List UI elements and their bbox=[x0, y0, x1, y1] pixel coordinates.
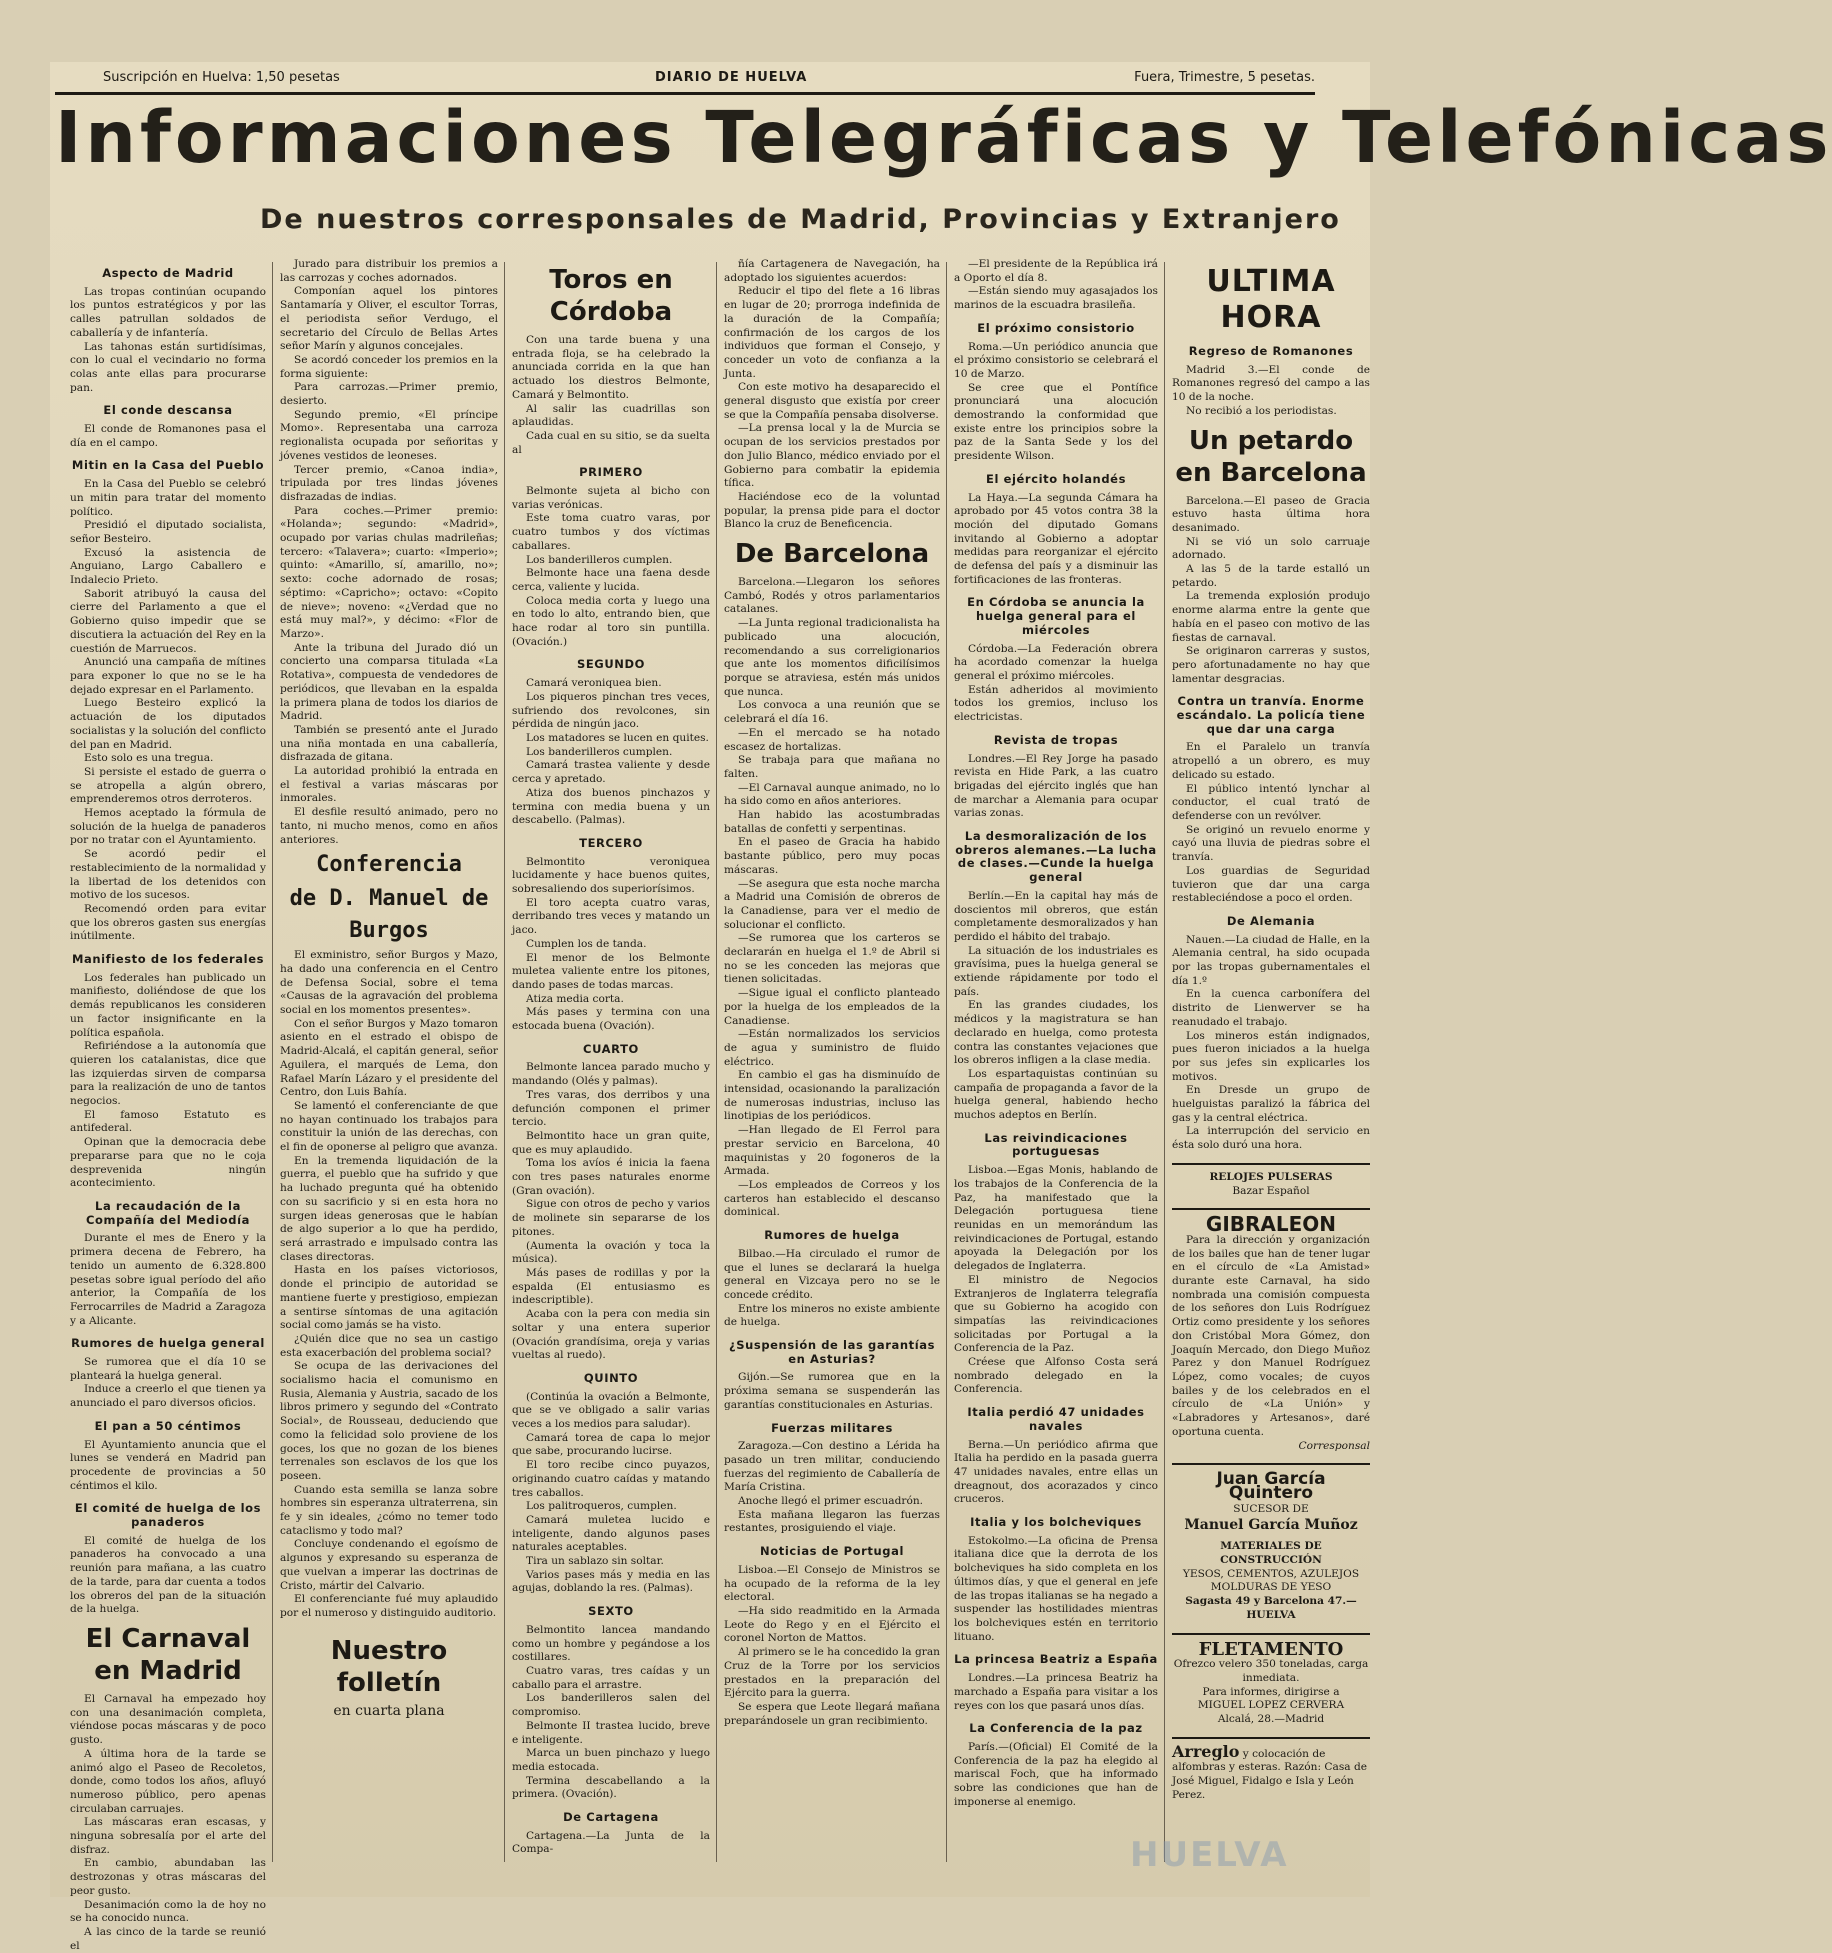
paragraph: Los espartaquistas continúan su campaña de propaganda a favor de la huelga general, habiendo hecho muchos adeptos en Berlín. bbox=[954, 1067, 1158, 1122]
paragraph: Cumplen los de tanda. bbox=[526, 937, 647, 950]
paragraph: Anunció una campaña de mítines para exponer lo que no se le ha dejado expresar en el Parlamento. bbox=[70, 656, 266, 696]
section-heading: El ejército holandés bbox=[985, 471, 1127, 486]
section-heading: El próximo consistorio bbox=[977, 320, 1135, 335]
paragraph: Belmonte II trastea lucido, breve e inteligente. bbox=[512, 1719, 710, 1746]
paragraph: Entre los mineros no existe ambiente de huelga. bbox=[724, 1302, 940, 1329]
section-heading: SEXTO bbox=[588, 1604, 634, 1619]
paragraph: Se originaron carreras y sustos, pero afortunadamente no hay que lamentar desgracias. bbox=[1172, 645, 1370, 685]
paragraph: En la Casa del Pueblo se celebró un mitin para tratar del momento político. bbox=[70, 478, 266, 518]
ad-arreglo-title: Arreglo bbox=[1172, 1741, 1240, 1761]
section-heading: Regreso de Romanones bbox=[1188, 344, 1354, 358]
paragraph: Más pases y termina con una estocada buena (Ovación). bbox=[512, 1006, 710, 1033]
paragraph: Las tropas continúan ocupando los puntos estratégicos y por las calles patrullan soldados de caballería y de infantería. bbox=[70, 285, 266, 339]
paragraph: Marca un buen pinchazo y luego media estocada. bbox=[512, 1747, 710, 1773]
paragraph: Se cree que el Pontífice pronunciará una alocución demostrando la conformidad que existe entre los principios sobre la paz de la Santa Sede y los del presidente Wilson. bbox=[954, 381, 1158, 463]
paragraph: Más pases de rodillas y por la espalda (El entusiasmo es indescriptible). bbox=[512, 1267, 710, 1307]
section-heading: Italia y los bolcheviques bbox=[970, 1515, 1142, 1530]
paragraph: El comité de huelga de los panaderos ha convocado a una reunión para mañana, a las cuatro de la tarde, para dar cuenta a todos los obreros del pan de la situación de la huelga. bbox=[70, 1534, 266, 1616]
section-heading: Mitin en la Casa del Pueblo bbox=[71, 458, 265, 473]
ultima-hora-title: ULTIMA HORA bbox=[1206, 264, 1336, 335]
paragraph: Saborit atribuyó la causa del cierre del Parlamento a que el Gobierno quiso impedir que se discutiera la actuación del Rey en la cuestión de Marruecos. bbox=[70, 587, 266, 655]
column-rule bbox=[946, 262, 947, 1862]
paragraph: Las máscaras eran escasas, y ninguna sobresalía por el arte del disfraz. bbox=[70, 1816, 266, 1856]
ad-list: YESOS, CEMENTOS, AZULEJOS bbox=[1182, 1567, 1360, 1580]
header-paper-name: DIARIO DE HUELVA bbox=[655, 70, 808, 85]
paragraph: Belmonte hace una faena desde cerca, valiente y lucida. bbox=[512, 567, 710, 593]
article-title: El Carnaval en Madrid bbox=[85, 1623, 251, 1686]
section-heading: PRIMERO bbox=[579, 465, 643, 480]
paragraph: Están adheridos al movimiento todos los gremios, incluso los electricistas. bbox=[954, 683, 1158, 724]
paragraph: En las grandes ciudades, los médicos y la magistratura se han declarado en huelga, como protesta contra las constantes vejaciones que los obreros infligen a la clase media. bbox=[954, 999, 1158, 1067]
paragraph: (Continúa la ovación a Belmonte, que se ve obligado a salir varias veces a los medios para saludar). bbox=[512, 1390, 710, 1431]
paragraph: —El Carnaval aunque animado, no lo ha sido como en años anteriores. bbox=[724, 781, 940, 808]
header-bar bbox=[55, 66, 1315, 95]
paragraph: Han habido las acostumbradas batallas de confetti y serpentinas. bbox=[724, 809, 940, 835]
section-heading: El comité de huelga de los panaderos bbox=[74, 1501, 262, 1530]
paragraph: Cuando esta semilla se lanza sobre hombres sin esperanza ultraterrena, sin fe y sin ideales, ¿cómo no temer todo cataclismo y todo mal? bbox=[280, 1483, 498, 1537]
ad-arreglo bbox=[1172, 1737, 1370, 1803]
section-heading: El pan a 50 céntimos bbox=[94, 1418, 242, 1433]
paragraph: Lisboa.—El Consejo de Ministros se ha ocupado de la reforma de la ley electoral. bbox=[724, 1563, 940, 1604]
paragraph: Para coches.—Primer premio: «Holanda»; segundo: «Madrid», ocupado por varias chulas madrileñas; tercero: «Talavera»; cuarto: «Imperio»; quinto: «Amarillo, sí, amarillo, no»; sexto: coche adornado de rosas; séptimo: «Capricho»; octavo: «Copito de nieve»; noveno: «¿Verdad que no está muy mal?», y décimo: «Flor de Marzo». bbox=[280, 504, 498, 640]
ad-fletamento-name: MIGUEL LOPEZ CERVERA bbox=[1197, 1699, 1345, 1712]
paragraph: Para carrozas.—Primer premio, desierto. bbox=[280, 381, 498, 408]
paragraph: Coloca media corta y luego una en todo lo alto, entrando bien, que hace rodar al toro sin puntilla. (Ovación.) bbox=[512, 594, 710, 648]
section-heading: En Córdoba se anuncia la huelga general para el miércoles bbox=[967, 595, 1145, 637]
header-price: Fuera, Trimestre, 5 pesetas. bbox=[1134, 70, 1315, 85]
paragraph: El toro recibe cinco puyazos, originando cuatro caídas y matando tres caballos. bbox=[512, 1459, 710, 1499]
paragraph: —La Junta regional tradicionalista ha publicado una alocución, recomendando a sus correligionarios que ante los momentos dificilísimos porque se atraviesa, estén más unidos que nunca. bbox=[724, 617, 940, 698]
paragraph: El menor de los Belmonte muletea valiente entre los pitones, dando pases de todas marcas. bbox=[512, 951, 710, 991]
section-heading: Revista de tropas bbox=[993, 732, 1119, 747]
paragraph: Los banderilleros cumplen. bbox=[526, 745, 673, 758]
column-rule bbox=[504, 262, 505, 1862]
paragraph: Al salir las cuadrillas son aplaudidas. bbox=[512, 402, 710, 429]
ad-relojes bbox=[1172, 1163, 1370, 1198]
paragraph: En Dresde un grupo de huelguistas paralizó la fábrica del gas y la central eléctrica. bbox=[1172, 1084, 1370, 1124]
paragraph: A última hora de la tarde se animó algo el Paseo de Recoletos, donde, como todos los años, afluyó numeroso público, pero apenas circulaban carruajes. bbox=[70, 1747, 266, 1815]
paragraph: Tira un sablazo sin soltar. bbox=[526, 1555, 664, 1568]
section-heading: Noticias de Portugal bbox=[760, 1544, 904, 1559]
paragraph: Varios pases más y media en las agujas, doblando la res. (Palmas). bbox=[512, 1568, 710, 1595]
paragraph: Se originó un revuelo enorme y cayó una lluvia de piedras sobre el tranvía. bbox=[1172, 823, 1370, 864]
section-heading: Italia perdió 47 unidades navales bbox=[967, 1405, 1145, 1433]
paragraph: En la cuenca carbonífera del distrito de Lienwerver se ha reanudado el trabajo. bbox=[1172, 988, 1370, 1028]
paragraph: —Están normalizados los servicios de agua y suministro de fluido eléctrico. bbox=[724, 1028, 940, 1068]
paragraph: Jurado para distribuir los premios a las carrozas y coches adornados. bbox=[280, 258, 498, 284]
masthead-subtitle: De nuestros corresponsales de Madrid, Provincias y Extranjero bbox=[260, 204, 1341, 235]
ad-address: Sagasta 49 y Barcelona 47.—HUELVA bbox=[1185, 1595, 1357, 1621]
paragraph: La autoridad prohibió la entrada en el festival a varias máscaras por inmorales. bbox=[280, 765, 498, 805]
paragraph: El toro acepta cuatro varas, derribando tres veces y matando un jaco. bbox=[512, 896, 710, 937]
paragraph: Al primero se le ha concedido la gran Cruz de la Torre por los servicios prestados en la preparación del Ejército para la guerra. bbox=[724, 1646, 940, 1700]
paragraph: Zaragoza.—Con destino a Lérida ha pasado un tren militar, conduciendo fuerzas del regimiento de Caballería de María Cristina. bbox=[724, 1440, 940, 1494]
paragraph: Los matadores se lucen en quites. bbox=[526, 731, 709, 744]
paragraph: Créese que Alfonso Costa será nombrado delegado en la Conferencia. bbox=[954, 1356, 1158, 1396]
ad-fletamento bbox=[1172, 1633, 1370, 1727]
paragraph: (Aumenta la ovación y toca la música). bbox=[512, 1239, 710, 1266]
column-2 bbox=[280, 258, 498, 1868]
paragraph: Belmonte lancea parado mucho y mandando (Olés y palmas). bbox=[512, 1061, 710, 1088]
section-heading: SEGUNDO bbox=[576, 657, 646, 672]
paragraph: Camará veroniquea bien. bbox=[526, 677, 662, 690]
paragraph: —La prensa local y la de Murcia se ocupan de los servicios prestados por don Julio Blanco, médico enviado por el Gobierno para combatir la epidemia tífica. bbox=[724, 422, 940, 490]
paragraph: Refiriéndose a la autonomía que quieren los catalanistas, dice que las izquierdas sirven de comparsa para la realización de uno de tantos negocios. bbox=[70, 1040, 266, 1108]
ad-relojes-line: RELOJES PULSERAS bbox=[1209, 1170, 1333, 1183]
section-heading: Rumores de huelga general bbox=[71, 1336, 265, 1351]
paragraph: Londres.—El Rey Jorge ha pasado revista en Hide Park, a las cuatro brigadas del ejército inglés que han de marchar a Alemania para ocupar varias zonas. bbox=[954, 752, 1158, 820]
paragraph: Anoche llegó el primer escuadrón. bbox=[738, 1495, 924, 1508]
section-heading: Contra un tranvía. Enorme escándalo. La policía tiene que dar una carga bbox=[1176, 694, 1366, 736]
paragraph: Con el señor Burgos y Mazo tomaron asiento en el estrado el obispo de Madrid-Alcalá, el capitán general, señor Aguilera, el marqués de Lema, don Rafael Marín Lázaro y el presidente del Centro, don Luis Bahía. bbox=[280, 1017, 498, 1099]
gibraleon-text: Para la dirección y organización de los bailes que han de tener lugar en el círculo de «La Amistad» durante este Carnaval, ha sido nombrada una comisión compuesta de los señores don Luis Rodríguez Ortiz como presidente y los señores don Cristóbal Mora Gómez, don Joaquín Mercado, don Diego Muñoz Parez y don Manuel Rodríguez López, como vocales; de cuyos bailes y de los celebrados en el círculo de «La Unión» y «Labradores y Artesanos», daré oportuna cuenta. bbox=[1172, 1233, 1370, 1438]
paragraph: Con este motivo ha desaparecido el general disgusto que existía por creer se que la Compañía pensaba disolverse. bbox=[724, 381, 940, 421]
paragraph: Los federales han publicado un manifiesto, doliéndose de que los demás republicanos les consideren un factor insignificante en la política española. bbox=[70, 971, 266, 1039]
paragraph: El Carnaval ha empezado hoy con una desanimación completa, viéndose pocas máscaras y de poco gusto. bbox=[70, 1692, 266, 1747]
paragraph: París.—(Oficial) El Comité de la Conferencia de la paz ha elegido al mariscal Foch, que ha informado sobre las condiciones que han de imponerse al enemigo. bbox=[954, 1740, 1158, 1808]
column-3 bbox=[512, 258, 710, 1868]
ad-list-2: MOLDURAS DE YESO bbox=[1210, 1581, 1332, 1594]
paragraph: Opinan que la democracia debe prepararse para que no le coja desprevenida ningún acontecimiento. bbox=[70, 1136, 266, 1190]
paragraph: A las 5 de la tarde estalló un petardo. bbox=[1172, 563, 1370, 589]
paragraph: Acaba con la pera con media sin soltar y una entera superior (Ovación grandísima, oreja y varias vueltas al ruedo). bbox=[512, 1308, 710, 1362]
paragraph: En cambio el gas ha disminuído de intensidad, ocasionando la paralización de numerosas industrias, incluso las linotipias de los periódicos. bbox=[724, 1069, 940, 1123]
ad-fletamento-address: Alcalá, 28.—Madrid bbox=[1217, 1713, 1325, 1726]
section-heading: De Alemania bbox=[1226, 913, 1316, 928]
paragraph: Roma.—Un periódico anuncia que el próximo consistorio se celebrará el 10 de Marzo. bbox=[954, 340, 1158, 380]
paragraph: ñía Cartagenera de Navegación, ha adoptado los siguientes acuerdos: bbox=[724, 258, 940, 284]
paragraph: Londres.—La princesa Beatriz ha marchado a España para visitar a los reyes con los que pasará unos días. bbox=[954, 1672, 1158, 1712]
section-heading: Fuerzas militares bbox=[771, 1420, 893, 1435]
paragraph: Presidió el diputado socialista, señor Besteiro. bbox=[70, 519, 266, 545]
paragraph: Se ocupa de las derivaciones del socialismo hacia el comunismo en Rusia, Alemania y Austria, sacado de los libros primero y segundo del «Contrato Social», de Rousseau, deduciendo que como la felicidad solo proviene de los goces, los que no gozan de los bienes terrenales son esclavos de los que los poseen. bbox=[280, 1360, 498, 1482]
paragraph: Cada cual en su sitio, se da suelta al bbox=[512, 429, 710, 456]
column-rule bbox=[1164, 262, 1165, 1862]
paragraph: Camará trastea valiente y desde cerca y apretado. bbox=[512, 759, 710, 786]
paragraph: Hasta en los países victoriosos, donde el principio de autoridad se mantiene fuerte y prestigioso, empiezan a sentirse síntomas de una agitación social como jamás se ha visto. bbox=[280, 1264, 498, 1332]
ad-name: Juan García Quintero bbox=[1216, 1469, 1326, 1503]
paragraph: Cuatro varas, tres caídas y un caballo para el arrastre. bbox=[512, 1664, 710, 1691]
paragraph: En el Paralelo un tranvía atropelló a un obrero, es muy delicado su estado. bbox=[1172, 741, 1370, 781]
paragraph: Nauen.—La ciudad de Halle, en la Alemania central, ha sido ocupada por las tropas gubernamentales el día 1.º bbox=[1172, 933, 1370, 987]
column-rule bbox=[716, 262, 717, 1862]
paragraph: Camará muletea lucido e inteligente, dando algunos pases naturales aceptables. bbox=[512, 1513, 710, 1554]
paragraph: —Se rumorea que los carteros se declararán en huelga el 1.º de Abril si no se les conceden las mejoras que tienen solicitadas. bbox=[724, 932, 940, 986]
paragraph: El famoso Estatuto es antifederal. bbox=[70, 1108, 266, 1135]
paragraph: Esto solo es una tregua. bbox=[84, 752, 214, 765]
paragraph: La Haya.—La segunda Cámara ha aprobado por 45 votos contra 38 la moción del diputado Gomans invitando al Gobierno a adoptar medidas para reorganizar el ejército de defensa del país y a disminuir las fortificaciones de las fronteras. bbox=[954, 491, 1158, 586]
paragraph: En la tremenda liquidación de la guerra, el pueblo que ha sufrido y que ha luchado pregunta qué ha obtenido con su sacrificio y si en esta hora no surgen ideas generosas que le habían de algo superior a lo que ha perdido, será arrastrado e impulsado contra las clases directoras. bbox=[280, 1154, 498, 1263]
paragraph: Bilbao.—Ha circulado el rumor de que el lunes se declarará la huelga general en Vizcaya pero no se le concede crédito. bbox=[724, 1247, 940, 1301]
paragraph: Haciéndose eco de la voluntad popular, la prensa pide para el doctor Blanco la cruz de Beneficencia. bbox=[724, 490, 940, 531]
paragraph: Tres varas, dos derribos y una defunción componen el primer tercio. bbox=[512, 1088, 710, 1129]
paragraph: Toma los avíos é inicia la faena con tres pases naturales enorme (Gran ovación). bbox=[512, 1157, 710, 1197]
ad-firm: Manuel García Muñoz bbox=[1184, 1517, 1358, 1534]
section-heading: CUARTO bbox=[583, 1041, 639, 1056]
paragraph: Si persiste el estado de guerra o se atropella a algún obrero, emprenderemos otros derroteros. bbox=[70, 765, 266, 806]
paragraph: Recomendó orden para evitar que los obreros gasten sus energías inútilmente. bbox=[70, 902, 266, 943]
paragraph: A las cinco de la tarde se reunió el bbox=[70, 1925, 266, 1952]
paragraph: Belmontito veroniquea lucidamente y hace buenos quites, sobresaliendo dos superiorísimos. bbox=[512, 855, 710, 896]
paragraph: ¿Quién dice que no sea un castigo esta exacerbación del problema social? bbox=[280, 1332, 498, 1359]
column-1 bbox=[70, 258, 266, 1952]
paragraph: —En el mercado se ha notado escasez de hortalizas. bbox=[724, 726, 940, 753]
paragraph: —Sigue igual el conflicto planteado por la huelga de los empleados de la Canadiense. bbox=[724, 987, 940, 1027]
paragraph: Atiza dos buenos pinchazos y termina con media buena y un descabello. (Palmas). bbox=[512, 786, 710, 827]
paragraph: La situación de los industriales es gravísima, pues la huelga general se extiende rápidamente por todo el país. bbox=[954, 944, 1158, 998]
section-heading: Las reivindicaciones portuguesas bbox=[984, 1130, 1128, 1159]
section-heading: La princesa Beatriz a España bbox=[954, 1652, 1158, 1667]
paragraph: Reducir el tipo del flete a 16 libras en lugar de 20; prorroga indefinida de la duración de la Compañía; confirmación de los cargos de los individuos que forman el Consejo, y conceder un voto de confianza a la Junta. bbox=[724, 285, 940, 380]
paragraph: También se presentó ante el Jurado una niña montada en una caballería, disfrazada de gitana. bbox=[280, 723, 498, 764]
paragraph: Los banderilleros salen del compromiso. bbox=[512, 1692, 710, 1719]
paragraph: La tremenda explosión produjo enorme alarma entre la gente que había en el paseo con motivo de las fiestas de carnaval. bbox=[1172, 590, 1370, 644]
paragraph: Belmonte sujeta al bicho con varias verónicas. bbox=[512, 485, 710, 511]
paragraph: Belmontito hace un gran quite, que es muy aplaudido. bbox=[512, 1129, 710, 1156]
section-heading: Rumores de huelga bbox=[764, 1228, 900, 1243]
section-heading: TERCERO bbox=[579, 835, 643, 850]
paragraph: El ministro de Negocios Extranjeros de Inglaterra telegrafía que su Gobierno ha acogido con simpatías las reivindicaciones solicitadas por Portugal a la Conferencia de la Paz. bbox=[954, 1273, 1158, 1355]
masthead-title: Informaciones Telegráficas y Telefónicas bbox=[55, 96, 1832, 179]
paragraph: —Se asegura que esta noche marcha a Madrid una Comisión de obreros de la Canadiense, para ver el medio de solucionar el conflicto. bbox=[724, 877, 940, 931]
paragraph: Ante la tribuna del Jurado dió un concierto una comparsa titulada «La Rotativa», compuesta de vendedores de periódicos, que llevaban en la espalda la primera plana de todos los diarios de Madrid. bbox=[280, 641, 498, 723]
paragraph: Los banderilleros cumplen. bbox=[526, 553, 673, 566]
paragraph: El conde de Romanones pasa el día en el campo. bbox=[70, 423, 266, 449]
paragraph: Berna.—Un periódico afirma que Italia ha perdido en la pasada guerra 47 unidades navales, entre ellas un dreagnout, dos acorazados y cinco cruceros. bbox=[954, 1438, 1158, 1506]
section-heading: La recaudación de la Compañía del Mediodía bbox=[85, 1199, 251, 1227]
paragraph: Los guardias de Seguridad tuvieron que dar una carga restableciéndose a poco el orden. bbox=[1172, 864, 1370, 905]
article-title: de D. Manuel de Burgos bbox=[289, 886, 489, 944]
section-heading: ¿Suspensión de las garantías en Asturias? bbox=[728, 1338, 936, 1366]
paragraph: Los piqueros pinchan tres veces, sufriendo dos revolcones, sin pérdida de ningún jaco. bbox=[512, 690, 710, 731]
paragraph: Durante el mes de Enero y la primera decena de Febrero, ha tenido un aumento de 6.328.800 pesetas sobre igual período del año anterior, la Compañía de los Ferrocarriles de Madrid a Zaragoza y a Alicante. bbox=[70, 1232, 266, 1327]
paragraph: Con una tarde buena y una entrada floja, se ha celebrado la anunciada corrida en la que han actuado los diestros Belmonte, Camará y Belmontito. bbox=[512, 334, 710, 401]
paragraph: Desanimación como la de hoy no se ha conocido nunca. bbox=[70, 1898, 266, 1925]
paragraph: Componían aquel los pintores Santamaría y Oliver, el escultor Torras, el periodista señor Verdugo, el secretario del Círculo de Bellas Artes señor Marín y algunos concejales. bbox=[280, 285, 498, 353]
paragraph: El conferenciante fué muy aplaudido por el numeroso y distinguido auditorio. bbox=[280, 1593, 498, 1619]
paragraph: Gijón.—Se rumorea que en la próxima semana se suspenderán las garantías constitucionales en Asturias. bbox=[724, 1371, 940, 1411]
paragraph: Este toma cuatro varas, por cuatro tumbos y dos víctimas caballares. bbox=[512, 512, 710, 552]
paragraph: Las tahonas están surtidísimas, con lo cual el vecindario no forma colas ante ellas para procurarse pan. bbox=[70, 340, 266, 394]
paragraph: Los palitroqueros, cumplen. bbox=[526, 1500, 677, 1513]
folletin-subtitle: en cuarta plana bbox=[333, 1702, 445, 1719]
header-subscription: Suscripción en Huelva: 1,50 pesetas bbox=[103, 70, 340, 85]
paragraph: Madrid 3.—El conde de Romanones regresó del campo a las 10 de la noche. bbox=[1172, 363, 1370, 404]
watermark-logo: HUELVA bbox=[1130, 1835, 1289, 1875]
ad-successor: SUCESOR DE bbox=[1233, 1502, 1309, 1515]
article-title: Conferencia bbox=[316, 852, 462, 878]
paragraph: —Han llegado de El Ferrol para prestar servicio en Barcelona, 40 maquinistas y 20 fogoneros de la Armada. bbox=[724, 1124, 940, 1178]
article-title: Toros en Córdoba bbox=[549, 265, 673, 327]
paragraph: Cartagena.—La Junta de la Compa- bbox=[512, 1829, 710, 1856]
paragraph: Atiza media corta. bbox=[526, 992, 624, 1005]
section-heading: El conde descansa bbox=[103, 403, 233, 418]
paragraph: Se trabaja para que mañana no falten. bbox=[724, 754, 940, 780]
paragraph: El desfile resultó animado, pero no tanto, ni mucho menos, como en años anteriores. bbox=[280, 806, 498, 846]
column-ultima-hora bbox=[1172, 258, 1370, 1868]
paragraph: Lisboa.—Egas Monis, hablando de los trabajos de la Conferencia de la Paz, ha manifestado que la Delegación portuguesa tiene reunidas en un memorándum las reivindicaciones de Portugal, estando apoyada la Delegación por los delegados de Inglaterra. bbox=[954, 1164, 1158, 1273]
paragraph: Segundo premio, «El príncipe Momo». Representaba una carroza regionalista ocupada por señoritas y jóvenes vestidos de leoneses. bbox=[280, 408, 498, 462]
paragraph: Se lamentó el conferenciante de que no hayan continuado los trabajos para constituir la unión de las derechas, con el fin de oponerse al peligro que avanza. bbox=[280, 1099, 498, 1154]
paragraph: Se rumorea que el día 10 se planteará la huelga general. bbox=[70, 1356, 266, 1382]
ad-arreglo-text: y colocación de alfombras y esteras. Razón: Casa de José Miguel, Fidalgo e Isla y León Perez. bbox=[1172, 1747, 1367, 1801]
paragraph: Induce a creerlo el que tienen ya anunciado el paro diversos oficios. bbox=[70, 1383, 266, 1410]
paragraph: Se acordó pedir el restablecimiento de la normalidad y la libertad de los detenidos con motivo de los sucesos. bbox=[70, 848, 266, 902]
paragraph: —Están siendo muy agasajados los marinos de la escuadra brasileña. bbox=[954, 285, 1158, 312]
paragraph: —Ha sido readmitido en la Armada Leote do Rego y en el Ejército el coronel Norton de Mattos. bbox=[724, 1604, 940, 1645]
ad-fletamento-text: Ofrezco velero 350 toneladas, carga inmediata. bbox=[1173, 1658, 1369, 1684]
gibraleon-title: GIBRALEON bbox=[1205, 1212, 1337, 1237]
paragraph: Sigue con otros de pecho y varios de molinete sin separarse de los pitones. bbox=[512, 1198, 710, 1238]
paragraph: No recibió a los periodistas. bbox=[1186, 404, 1337, 417]
paragraph: Córdoba.—La Federación obrera ha acordado comenzar la huelga general el próximo miércoles. bbox=[954, 642, 1158, 682]
section-heading: La Conferencia de la paz bbox=[969, 1721, 1143, 1736]
paragraph: El exministro, señor Burgos y Mazo, ha dado una conferencia en el Centro de Defensa Social, sobre el tema «Causas de la agravación del problema social en los momentos presentes». bbox=[280, 949, 498, 1017]
gibraleon-sign: Corresponsal bbox=[1298, 1439, 1370, 1452]
paragraph: Se acordó conceder los premios en la forma siguiente: bbox=[280, 353, 498, 380]
article-title: Un petardo en Barcelona bbox=[1175, 425, 1367, 488]
paragraph: En cambio, abundaban las destrozonas y otras máscaras del peor gusto. bbox=[70, 1857, 266, 1897]
ad-garcia-quintero bbox=[1172, 1463, 1370, 1622]
ad-fletamento-info: Para informes, dirigirse a bbox=[1202, 1685, 1340, 1698]
paragraph: El público intentó lynchar al conductor, el cual trató de defenderse con un revólver. bbox=[1172, 782, 1370, 822]
ad-fletamento-title: FLETAMENTO bbox=[1198, 1638, 1344, 1660]
paragraph: Ni se vió un solo carruaje adornado. bbox=[1172, 535, 1370, 562]
section-heading: QUINTO bbox=[583, 1370, 639, 1385]
paragraph: —Los empleados de Correos y los carteros han establecido el descanso dominical. bbox=[724, 1179, 940, 1219]
paragraph: Concluye condenando el egoísmo de algunos y expresando su esperanza de que vuelvan a imperar las doctrinas de Cristo, mártir del Calvario. bbox=[280, 1538, 498, 1592]
paragraph: Los mineros están indignados, pues fueron iniciados a la huelga por sus jefes sin explicarles los motivos. bbox=[1172, 1029, 1370, 1083]
column-5 bbox=[954, 258, 1158, 1868]
paragraph: Berlín.—En la capital hay más de doscientos mil obreros, que están completamente desmoralizados y han perdido el hábito del trabajo. bbox=[954, 889, 1158, 943]
paragraph: Termina descabellando a la primera. (Ovación). bbox=[512, 1774, 710, 1801]
gibraleon-section bbox=[1172, 1208, 1370, 1453]
column-4 bbox=[724, 258, 940, 1868]
paragraph: Camará torea de capa lo mejor que sabe, procurando lucirse. bbox=[512, 1431, 710, 1458]
paragraph: Estokolmo.—La oficina de Prensa italiana dice que la derrota de los bolcheviques ha sido completa en los últimos días, y que el general en jefe de las tropas italianas se ha negado a suspender las hostilidades mientras los bolcheviques estén en territorio lituano. bbox=[954, 1534, 1158, 1643]
paragraph: Los convoca a una reunión que se celebrará el día 16. bbox=[724, 699, 940, 726]
paragraph: Barcelona.—El paseo de Gracia estuvo hasta última hora desanimado. bbox=[1172, 494, 1370, 534]
ad-relojes-sub: Bazar Español bbox=[1232, 1184, 1310, 1197]
ad-materials: MATERIALES DE CONSTRUCCIÓN bbox=[1220, 1540, 1322, 1567]
paragraph: Excusó la asistencia de Anguiano, Largo Caballero e Indalecio Prieto. bbox=[70, 546, 266, 587]
paragraph: La interrupción del servicio en ésta solo duró una hora. bbox=[1172, 1125, 1370, 1152]
paragraph: En el paseo de Gracia ha habido bastante público, pero muy pocas máscaras. bbox=[724, 836, 940, 876]
paragraph: —El presidente de la República irá a Oporto el día 8. bbox=[954, 258, 1158, 284]
paragraph: Barcelona.—Llegaron los señores Cambó, Rodés y otros parlamentarios catalanes. bbox=[724, 576, 940, 616]
section-heading: La desmoralización de los obreros alemanes.—La lucha de clases.—Cunde la huelga general bbox=[955, 829, 1157, 885]
paragraph: Luego Besteiro explicó la actuación de los diputados socialistas y la solución del conflicto del pan en Madrid. bbox=[70, 697, 266, 751]
paragraph: Tercer premio, «Canoa india», tripulada por tres lindas jóvenes disfrazadas de indias. bbox=[280, 463, 498, 503]
paragraph: El Ayuntamiento anuncia que el lunes se venderá en Madrid pan procedente de provincias a 50 céntimos el kilo. bbox=[70, 1438, 266, 1492]
paragraph: Esta mañana llegaron las fuerzas restantes, prosiguiendo el viaje. bbox=[724, 1508, 940, 1535]
ultima-hora-items bbox=[1172, 345, 1370, 1153]
section-heading: De Cartagena bbox=[563, 1810, 659, 1825]
folletin-title: Nuestro folletín bbox=[330, 1635, 448, 1698]
article-title: De Barcelona bbox=[734, 539, 930, 570]
paragraph: Belmontito lancea mandando como un hombre y pegándose a los costillares. bbox=[512, 1623, 710, 1664]
paragraph: Se espera que Leote llegará mañana preparándosele un gran recibimiento. bbox=[724, 1700, 940, 1727]
paragraph: Hemos aceptado la fórmula de solución de la huelga de panaderos por no tratar con el Ayuntamiento. bbox=[70, 807, 266, 847]
column-rule bbox=[272, 262, 273, 1862]
section-heading: Manifiesto de los federales bbox=[71, 952, 265, 967]
section-heading: Aspecto de Madrid bbox=[102, 266, 234, 280]
